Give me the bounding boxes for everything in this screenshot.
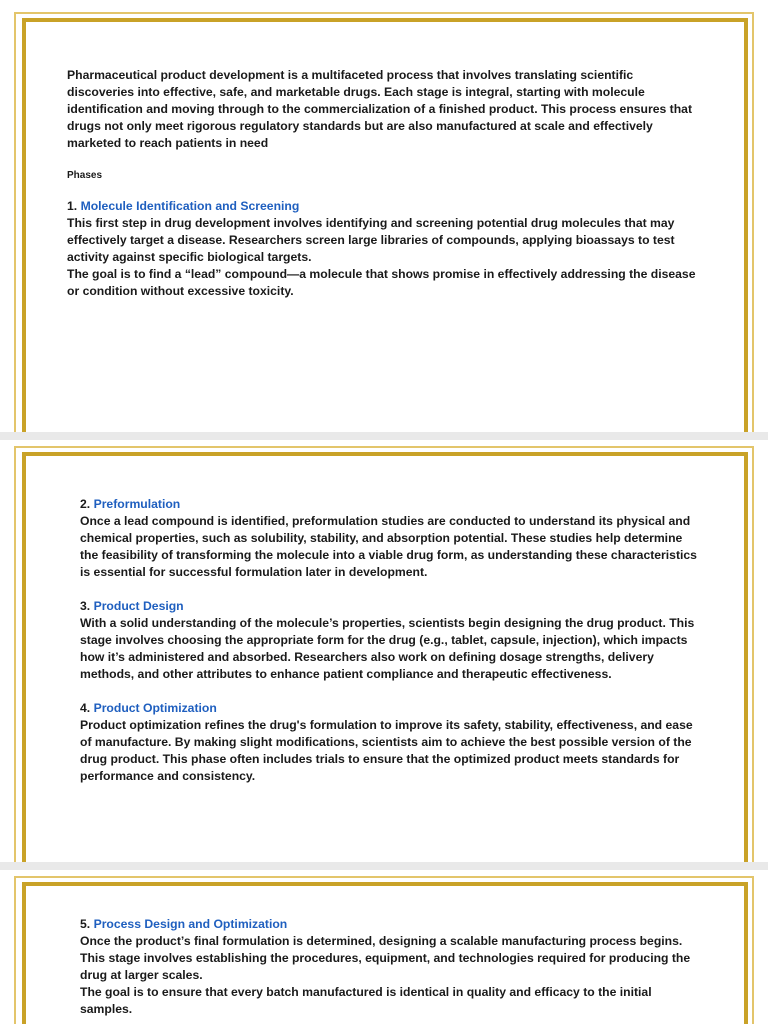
page-content bbox=[80, 496, 700, 802]
section-number: 3. bbox=[80, 599, 91, 613]
section-paragraph: This first step in drug development involves identifying and screening potential drug molecules that may effectively target a disease. Researchers screen large libraries of compounds, applying bioassays to test activity against specific biological targets. bbox=[67, 216, 675, 264]
section-heading bbox=[80, 496, 700, 513]
section-paragraph: Once the product’s final formulation is determined, designing a scalable manufacturing process begins. This stage involves establishing the procedures, equipment, and technologies required for producing the drug at larger scales. bbox=[80, 934, 691, 982]
section-number: 5. bbox=[80, 917, 91, 931]
section-number: 4. bbox=[80, 701, 91, 715]
section-title: Product Design bbox=[93, 599, 184, 613]
section-number: 1. bbox=[67, 199, 78, 213]
page-separator bbox=[0, 862, 768, 870]
section-product-optimization bbox=[80, 700, 700, 785]
section-title: Process Design and Optimization bbox=[93, 917, 288, 931]
section-preformulation bbox=[80, 496, 700, 581]
section-heading bbox=[80, 916, 700, 933]
page-content bbox=[80, 916, 700, 1024]
section-paragraph: Product optimization refines the drug's formulation to improve its safety, stability, effectiveness, and ease of manufacture. By making slight modifications, scientists aim to achieve the best possible version of the drug product. This phase often includes trials to ensure that the optimized product meets standards for performance and consistency. bbox=[80, 718, 693, 783]
section-heading bbox=[80, 598, 700, 615]
phases-label: Phases bbox=[67, 170, 103, 181]
section-title: Product Optimization bbox=[93, 701, 217, 715]
page-separator bbox=[0, 432, 768, 440]
section-heading bbox=[80, 700, 700, 717]
section-paragraph: Once a lead compound is identified, preformulation studies are conducted to understand its physical and chemical properties, such as solubility, stability, and absorption potential. These studies help determine the feasibility of transforming the molecule into a viable drug form, as understanding these characteristics is essential for successful formulation later in development. bbox=[80, 514, 697, 579]
section-product-design bbox=[80, 598, 700, 683]
section-paragraph: With a solid understanding of the molecule’s properties, scientists begin designing the drug product. This stage involves choosing the appropriate form for the drug (e.g., tablet, capsule, injection), which impacts how it’s administered and absorbed. Researchers also work on defining dosage strengths, delivery methods, and other attributes to enhance patient compliance and therapeutic effectiveness. bbox=[80, 616, 695, 681]
document-page-3 bbox=[0, 870, 768, 1024]
intro-paragraph: Pharmaceutical product development is a multifaceted process that involves translating scientific discoveries into effective, safe, and marketable drugs. Each stage is integral, starting with molecule identification and moving through to the commercialization of a finished product. This process ensures that drugs not only meet rigorous regulatory standards but are also manufactured at scale and effectively marketed to reach patients in need bbox=[67, 68, 693, 150]
section-paragraph: The goal is to find a “lead” compound—a molecule that shows promise in effectively addressing the disease or condition without excessive toxicity. bbox=[67, 267, 696, 298]
document-page-2 bbox=[0, 440, 768, 862]
section-process-design bbox=[80, 916, 700, 1018]
section-title: Molecule Identification and Screening bbox=[80, 199, 300, 213]
section-molecule-identification bbox=[67, 198, 697, 300]
section-title: Preformulation bbox=[93, 497, 181, 511]
section-paragraph: The goal is to ensure that every batch manufactured is identical in quality and efficacy to the initial samples. bbox=[80, 985, 652, 1016]
section-number: 2. bbox=[80, 497, 91, 511]
page-content bbox=[67, 67, 697, 317]
section-heading bbox=[67, 198, 697, 215]
document-page-1 bbox=[0, 0, 768, 432]
